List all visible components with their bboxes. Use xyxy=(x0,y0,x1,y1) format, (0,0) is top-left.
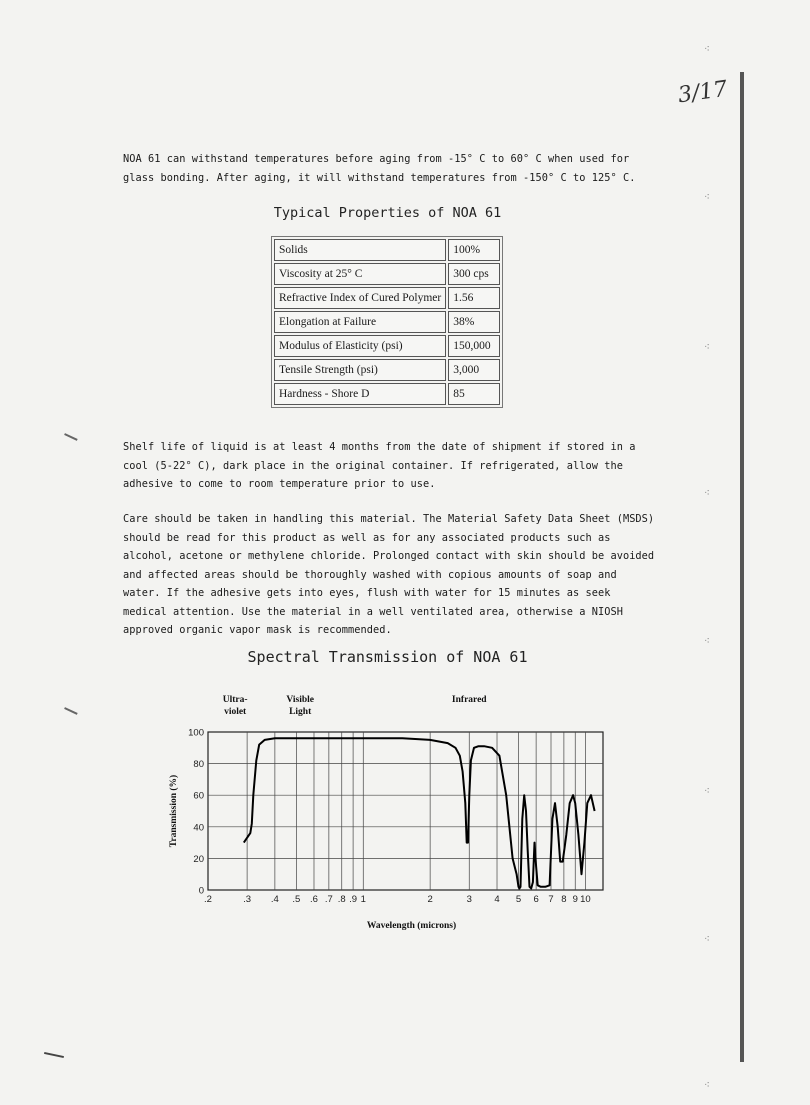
x-tick-label: 6 xyxy=(533,894,539,905)
chart-title: Spectral Transmission of NOA 61 xyxy=(247,648,528,666)
x-tick-label: .3 xyxy=(243,894,252,905)
y-tick-label: 100 xyxy=(188,727,204,739)
y-tick-label: 40 xyxy=(193,822,204,834)
margin-line xyxy=(740,72,744,1062)
scan-mark xyxy=(64,707,77,714)
x-axis-label: Wavelength (microns) xyxy=(366,921,457,931)
properties-table xyxy=(271,236,503,408)
scan-speck: ⁖ xyxy=(704,786,710,797)
x-tick-label: .7 xyxy=(324,894,333,905)
x-tick-label: 8 xyxy=(561,894,567,905)
property-row xyxy=(274,335,500,357)
property-value: 100% xyxy=(448,239,500,261)
x-tick-label: 10 xyxy=(580,894,591,905)
x-tick-label: 5 xyxy=(515,894,522,905)
y-tick-label: 0 xyxy=(198,885,204,897)
property-row xyxy=(274,359,500,381)
property-name: Elongation at Failure xyxy=(274,311,446,333)
scan-mark xyxy=(44,1052,64,1058)
property-value: 38% xyxy=(448,311,500,333)
scan-speck: ⁖ xyxy=(704,342,710,353)
property-row xyxy=(274,263,500,285)
spectral-transmission-chart xyxy=(150,690,620,945)
property-name: Tensile Strength (psi) xyxy=(274,359,446,381)
property-row xyxy=(274,383,500,405)
property-value: 3,000 xyxy=(448,359,500,381)
scan-speck: ⁖ xyxy=(704,636,710,647)
page-number-note: 3/17 xyxy=(676,76,729,109)
x-tick-label: 3 xyxy=(466,894,472,905)
y-tick-label: 80 xyxy=(193,759,204,771)
property-value: 85 xyxy=(448,383,500,405)
x-tick-label: 9 xyxy=(572,894,578,905)
x-tick-label: 7 xyxy=(548,894,554,905)
scan-speck: ⁖ xyxy=(704,934,710,945)
property-name: Refractive Index of Cured Polymer xyxy=(274,287,446,309)
scan-speck: ⁖ xyxy=(704,1080,710,1091)
x-tick-label: 2 xyxy=(427,894,433,905)
scan-speck: ⁖ xyxy=(704,488,710,499)
x-tick-label: .8 xyxy=(337,894,346,905)
region-label: Ultra-violet xyxy=(222,695,248,717)
y-tick-label: 60 xyxy=(193,790,204,802)
shelf-life-paragraph: Shelf life of liquid is at least 4 months from the date of shipment if stored in a cool (5-22° C), dark place in the original container. If refrigerated, allow the adhesive to come to room temperature prior to use. xyxy=(123,441,636,490)
x-tick-label: .5 xyxy=(292,894,301,905)
region-label: Visible Light xyxy=(286,695,314,717)
scan-mark xyxy=(64,433,77,440)
property-name: Solids xyxy=(274,239,446,261)
property-name: Hardness - Shore D xyxy=(274,383,446,405)
plot-frame xyxy=(208,732,603,890)
property-row xyxy=(274,239,500,261)
x-tick-label: .6 xyxy=(310,894,318,905)
property-row xyxy=(274,287,500,309)
property-name: Viscosity at 25° C xyxy=(274,263,446,285)
property-value: 300 cps xyxy=(448,263,500,285)
property-value: 1.56 xyxy=(448,287,500,309)
scan-speck: ⁖ xyxy=(704,192,710,203)
y-axis-label: Transmission (%) xyxy=(169,774,179,848)
x-tick-label: .2 xyxy=(204,894,212,905)
region-label: Infrared xyxy=(451,695,487,705)
property-row xyxy=(274,311,500,333)
property-value: 150,000 xyxy=(448,335,500,357)
y-tick-label: 20 xyxy=(193,853,204,865)
x-tick-label: .9 xyxy=(349,894,358,905)
scan-speck: ⁖ xyxy=(704,44,710,55)
x-tick-label: .4 xyxy=(270,894,279,905)
property-name: Modulus of Elasticity (psi) xyxy=(274,335,446,357)
table-title: Typical Properties of NOA 61 xyxy=(273,205,502,221)
x-tick-label: 1 xyxy=(360,894,366,905)
x-tick-label: 4 xyxy=(494,894,500,905)
temperature-paragraph: NOA 61 can withstand temperatures before aging from -15° C to 60° C when used for glass bonding. After aging, it will withstand temperatures from -150° C to 125° C. xyxy=(123,153,636,184)
care-paragraph: Care should be taken in handling this material. The Material Safety Data Sheet (MSDS) should be read for this product as well as for any associated products such as alcohol, acetone or methylene chloride. Prolonged contact with skin should be avoided and affected areas should be thoroughly washed with copious amounts of soap and water. If the adhesive gets into eyes, flush with water for 15 minutes as seek medical attention. Use the material in a well ventilated area, otherwise a NIOSH approved organic vapor mask is recommended. xyxy=(123,513,655,636)
